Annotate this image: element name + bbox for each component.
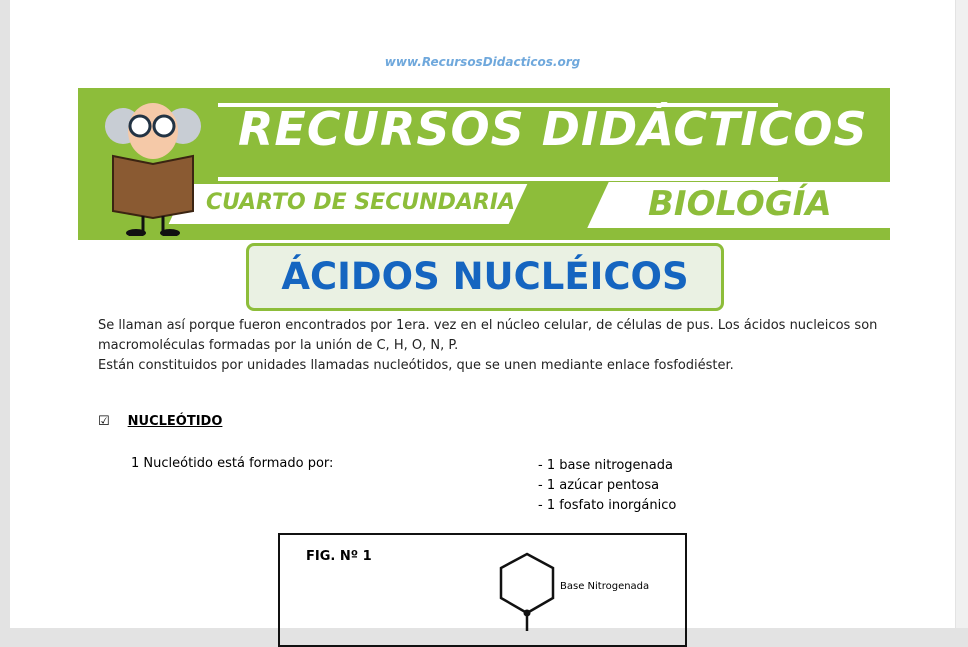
- base-label: Base Nitrogenada: [560, 581, 650, 592]
- page-title: ÁCIDOS NUCLÉICOS: [246, 243, 724, 311]
- intro-text: [98, 316, 888, 376]
- checkbox-icon: ☑: [98, 414, 110, 429]
- document-page: [10, 0, 955, 628]
- list-item: - 1 azúcar pentosa: [538, 478, 660, 493]
- scrollbar[interactable]: [956, 0, 968, 628]
- nucleotide-intro: 1 Nucleótido está formado por:: [131, 456, 334, 471]
- figure-label: FIG. Nº 1: [306, 549, 372, 564]
- brand-title: RECURSOS DIDÁCTICOS: [238, 102, 868, 156]
- site-url: www.RecursosDidacticos.org: [384, 55, 581, 69]
- hexagon-icon: [495, 551, 559, 631]
- figure-box: [278, 533, 687, 647]
- paragraph: Están constituidos por unidades llamadas nucleótidos, que se unen mediante enlace fosfodiéster.: [98, 358, 734, 373]
- section-heading: [98, 414, 222, 429]
- professor-reading-icon: [98, 96, 208, 236]
- header-banner: [78, 88, 890, 240]
- section-title: NUCLEÓTIDO: [127, 414, 223, 429]
- list-item: - 1 fosfato inorgánico: [538, 498, 677, 513]
- list-item: - 1 base nitrogenada: [538, 458, 673, 473]
- paragraph: Se llaman así porque fueron encontrados por 1era. vez en el núcleo celular, de células de pus. Los ácidos nucleicos son macromoléculas formadas por la unión de C, H, O, N, P.: [98, 318, 878, 353]
- component-list: [538, 456, 676, 516]
- grade-label: CUARTO DE SECUNDARIA: [206, 190, 516, 215]
- subject-label: BIOLOGÍA: [648, 184, 832, 224]
